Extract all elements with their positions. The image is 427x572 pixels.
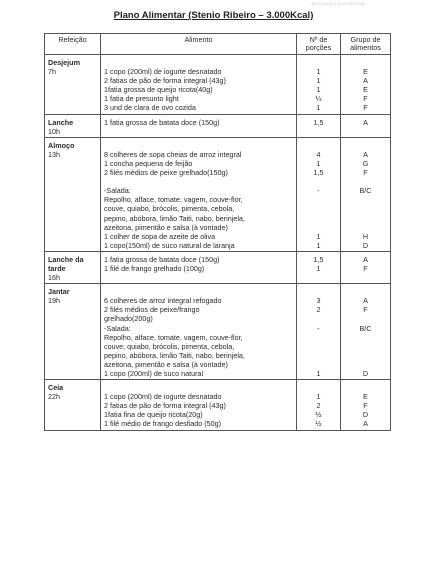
food-item: 1 copo (200ml) de suco natural (104, 369, 204, 378)
food-item: 1fatia grossa de queijo ricota(40g) (104, 85, 213, 95)
portions-cell (297, 137, 341, 251)
group-value: A (363, 76, 368, 86)
group-value (344, 333, 387, 342)
food-cell (101, 137, 297, 251)
meal-row (45, 137, 391, 251)
meal-cell (45, 55, 101, 115)
spacer (344, 58, 387, 67)
meal-time: 22h (48, 392, 60, 402)
portion-value: 1,5 (313, 168, 324, 178)
portions-cell (297, 55, 341, 115)
table-header-row (45, 34, 391, 55)
group-value: A (363, 149, 368, 159)
meal-name: Lanche (48, 117, 74, 127)
portion-value: 1 (316, 263, 321, 273)
column-header-food: Alimento (101, 34, 297, 55)
portion-value: 1 (316, 158, 321, 168)
group-cell (341, 137, 391, 251)
spacer (300, 287, 337, 296)
food-item: azeitona, pimentão e salsa (à vontade) (104, 222, 228, 232)
portion-value (300, 204, 337, 213)
food-item: azeitona, pimentão e salsa (à vontade) (104, 359, 228, 369)
group-value: E (363, 392, 368, 402)
meal-time: 13h (48, 149, 60, 159)
food-item: 3 und de clara de ovo cozida (104, 103, 196, 113)
food-cell (101, 284, 297, 380)
food-item: 1fatia fina de queijo ricota(20g) (104, 410, 203, 420)
portion-value: 2 (316, 305, 321, 315)
food-cell (101, 55, 297, 115)
portion-value (300, 214, 337, 223)
food-cell (101, 380, 297, 430)
portion-value: ½ (315, 419, 322, 429)
portion-value: 1 (316, 231, 321, 241)
portions-cell (297, 380, 341, 430)
spacer (104, 141, 293, 150)
portion-value: 1 (316, 240, 321, 250)
meal-name: Ceia (48, 383, 64, 393)
meal-row (45, 284, 391, 380)
portions-cell (297, 114, 341, 137)
meal-cell (45, 380, 101, 430)
food-item: 1 copo (200ml) de iogurte desnatado (104, 392, 222, 402)
spacer (104, 177, 293, 186)
group-cell (341, 284, 391, 380)
portion-value: 1 (316, 392, 321, 402)
meal-name: Desjejum (48, 58, 80, 67)
group-value: D (362, 240, 369, 250)
meal-name: Almoço (48, 140, 75, 150)
meal-time: 10h (48, 126, 60, 136)
food-item: pepino, abóbora, limão Taiti, nabo, berinjela, (104, 213, 245, 223)
group-value: A (363, 254, 368, 264)
portion-value (300, 223, 337, 232)
column-header-meal: Refeição (45, 34, 101, 55)
portion-value (300, 333, 337, 342)
portion-value: ½ (315, 410, 322, 420)
spacer (344, 383, 387, 392)
portion-value (300, 342, 337, 351)
food-cell (101, 251, 297, 283)
food-item: 1 filé de frango grelhado (100g) (104, 263, 205, 273)
food-item: 1 colher de sopa de azeite de oliva (104, 231, 216, 241)
header-note: NUTRIÇÃO ESPORTIVA (311, 1, 365, 6)
food-item: 1 fatia grossa de batata doce (150g) (104, 117, 220, 127)
meal-cell (45, 251, 101, 283)
food-item: 1 copo(150ml) de suco natural de laranja (104, 240, 235, 250)
food-item: 2 filés médios de peixe/frango (104, 305, 200, 315)
group-value (344, 204, 387, 213)
column-header-group: Grupo de alimentos (341, 34, 391, 55)
food-item: couve, quiabo, brócolis, pimenta, cebola, (104, 341, 235, 351)
group-value: E (363, 85, 368, 95)
food-item: 1 copo (200ml) de iogurte desnatado (104, 67, 222, 77)
group-value (344, 195, 387, 204)
spacer (344, 177, 387, 186)
group-value: F (363, 401, 368, 411)
group-value (344, 342, 387, 351)
portion-value: 1 (316, 76, 321, 86)
food-cell (101, 114, 297, 137)
meal-row (45, 55, 391, 115)
group-value (344, 314, 387, 323)
spacer (104, 287, 293, 296)
portion-value: ¼ (315, 94, 322, 104)
meal-row (45, 251, 391, 283)
group-cell (341, 55, 391, 115)
food-item: 1 concha pequena de feijão (104, 158, 193, 168)
group-value (344, 360, 387, 369)
document-title: Plano Alimentar (Stenio Ribeiro – 3.000Kcal) (113, 10, 314, 21)
meal-name: Lanche da tarde (48, 254, 84, 273)
spacer (300, 383, 337, 392)
portion-value: - (317, 323, 320, 333)
meal-row (45, 114, 391, 137)
portion-value: 1,5 (313, 117, 324, 127)
spacer (344, 287, 387, 296)
group-value: F (363, 263, 368, 273)
meal-plan-table (44, 33, 391, 431)
meal-row (45, 380, 391, 430)
group-value: F (363, 103, 368, 113)
food-item: grelhado(200g) (104, 314, 153, 324)
meal-time: 16h (48, 273, 60, 283)
portion-value: 1,5 (313, 254, 324, 264)
portion-value: 1 (316, 85, 321, 95)
portion-value: 1 (316, 103, 321, 113)
group-value: G (362, 158, 369, 168)
portion-value (300, 314, 337, 323)
portion-value (300, 351, 337, 360)
group-value: A (363, 117, 368, 127)
spacer (300, 141, 337, 150)
group-value: A (363, 419, 368, 429)
meal-cell (45, 137, 101, 251)
portion-value (300, 195, 337, 204)
food-item: 8 colheres de sopa cheias de arroz integral (104, 149, 242, 159)
food-item: couve, quiabo, brócolis, pimenta, cebola, (104, 204, 235, 214)
group-value: B/C (359, 186, 372, 196)
food-item: 2 fatias de pão de forma integral (43g) (104, 76, 226, 86)
spacer (344, 141, 387, 150)
food-item: Repolho, alface, tomate, vagem, couve-flor, (104, 195, 243, 205)
spacer (300, 177, 337, 186)
food-item: pepino, abóbora, limão Taiti, nabo, berinjela, (104, 350, 245, 360)
group-cell (341, 114, 391, 137)
portion-value: 1 (316, 369, 321, 378)
spacer (104, 58, 293, 67)
food-item: 1 fatia de presunto light (104, 94, 179, 104)
food-item: -Salada: (104, 323, 131, 333)
meal-name: Jantar (48, 287, 70, 297)
food-item: Repolho, alface, tomate, vagem, couve-flor, (104, 332, 243, 342)
portion-value: 1 (316, 67, 321, 77)
spacer (300, 58, 337, 67)
portion-value: 4 (316, 149, 321, 159)
group-cell (341, 251, 391, 283)
group-value: F (363, 94, 368, 104)
portions-cell (297, 284, 341, 380)
food-item: 2 fatias de pão de forma integral (43g) (104, 401, 226, 411)
group-value: F (363, 305, 368, 315)
group-value (344, 223, 387, 232)
group-value: D (362, 369, 369, 378)
spacer (104, 383, 293, 392)
portion-value: 2 (316, 401, 321, 411)
portions-cell (297, 251, 341, 283)
group-value: D (362, 410, 369, 420)
portion-value (300, 360, 337, 369)
group-value: A (363, 296, 368, 306)
group-value: B/C (359, 323, 372, 333)
group-value (344, 214, 387, 223)
group-value: F (363, 168, 368, 178)
food-item: 1 filé médio de frango desfiado (50g) (104, 419, 222, 429)
food-item: 6 colheres de arroz integral refogado (104, 296, 222, 306)
meal-cell (45, 284, 101, 380)
meal-time: 7h (48, 67, 56, 77)
meal-plan-body (45, 55, 391, 431)
food-item: 2 filés médios de peixe grelhado(150g) (104, 168, 228, 178)
food-item: 1 fatia grossa de batata doce (150g) (104, 254, 220, 264)
meal-cell (45, 114, 101, 137)
food-item: -Salada: (104, 186, 131, 196)
group-value: H (362, 231, 369, 241)
group-value (344, 351, 387, 360)
group-cell (341, 380, 391, 430)
portion-value: 3 (316, 296, 321, 306)
column-header-portions: Nº de porções (297, 34, 341, 55)
meal-time: 19h (48, 296, 60, 306)
portion-value: - (317, 186, 320, 196)
group-value: E (363, 67, 368, 77)
